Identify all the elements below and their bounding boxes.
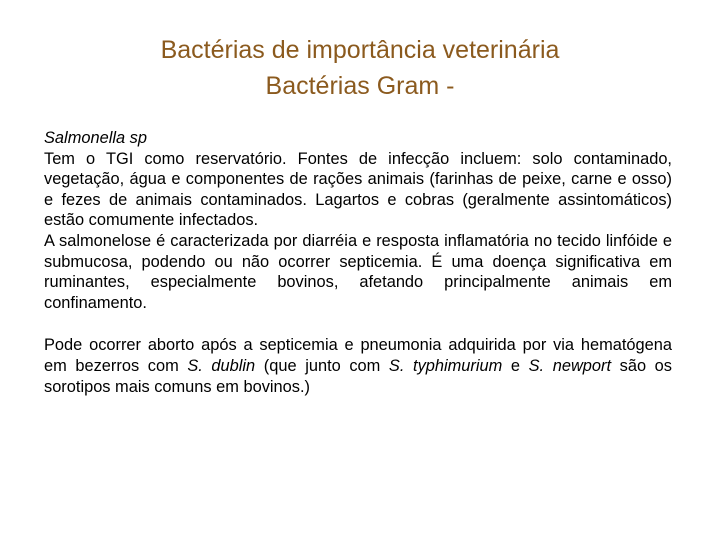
paragraph-spacer	[44, 313, 672, 335]
title-line-2: Bactérias Gram -	[265, 72, 455, 100]
paragraph-abortion	[44, 335, 672, 397]
species-s-typhimurium: S. typhimurium	[388, 356, 503, 375]
paragraph-salmonellosis: A salmonelose é caracterizada por diarréia e resposta inflamatória no tecido linfóide e submucosa, podendo ou não ocorrer septicemia. É uma doença significativa em ruminantes, especialmente bovinos, afetando principalmente animais em confinamento.	[44, 231, 672, 312]
slide-title	[60, 32, 660, 104]
species-s-newport: S. newport	[528, 356, 612, 375]
paragraph-abortion-text-4: são os sorotipos mais comuns em bovinos.)	[44, 356, 672, 396]
paragraph-reservoir: Tem o TGI como reservatório. Fontes de infecção incluem: solo contaminado, vegetação, água e componentes de rações animais (farinhas de peixe, carne e osso) e fezes de animais contaminados. Lagartos e cobras (geralmente assintomáticos) estão comumente infectados.	[44, 149, 672, 230]
species-s-dublin: S. dublin	[187, 356, 256, 375]
paragraph-abortion-text-3: e	[502, 356, 529, 375]
paragraph-abortion-text-1: Pode ocorrer aborto após a septicemia e pneumonia adquirida por via hematógena em bezerros com	[44, 336, 672, 375]
slide-body	[44, 128, 672, 397]
species-heading: Salmonella sp	[44, 129, 147, 147]
title-line-1: Bactérias de importância veterinária	[160, 36, 560, 64]
paragraph-abortion-text-2: (que junto com	[255, 356, 389, 375]
